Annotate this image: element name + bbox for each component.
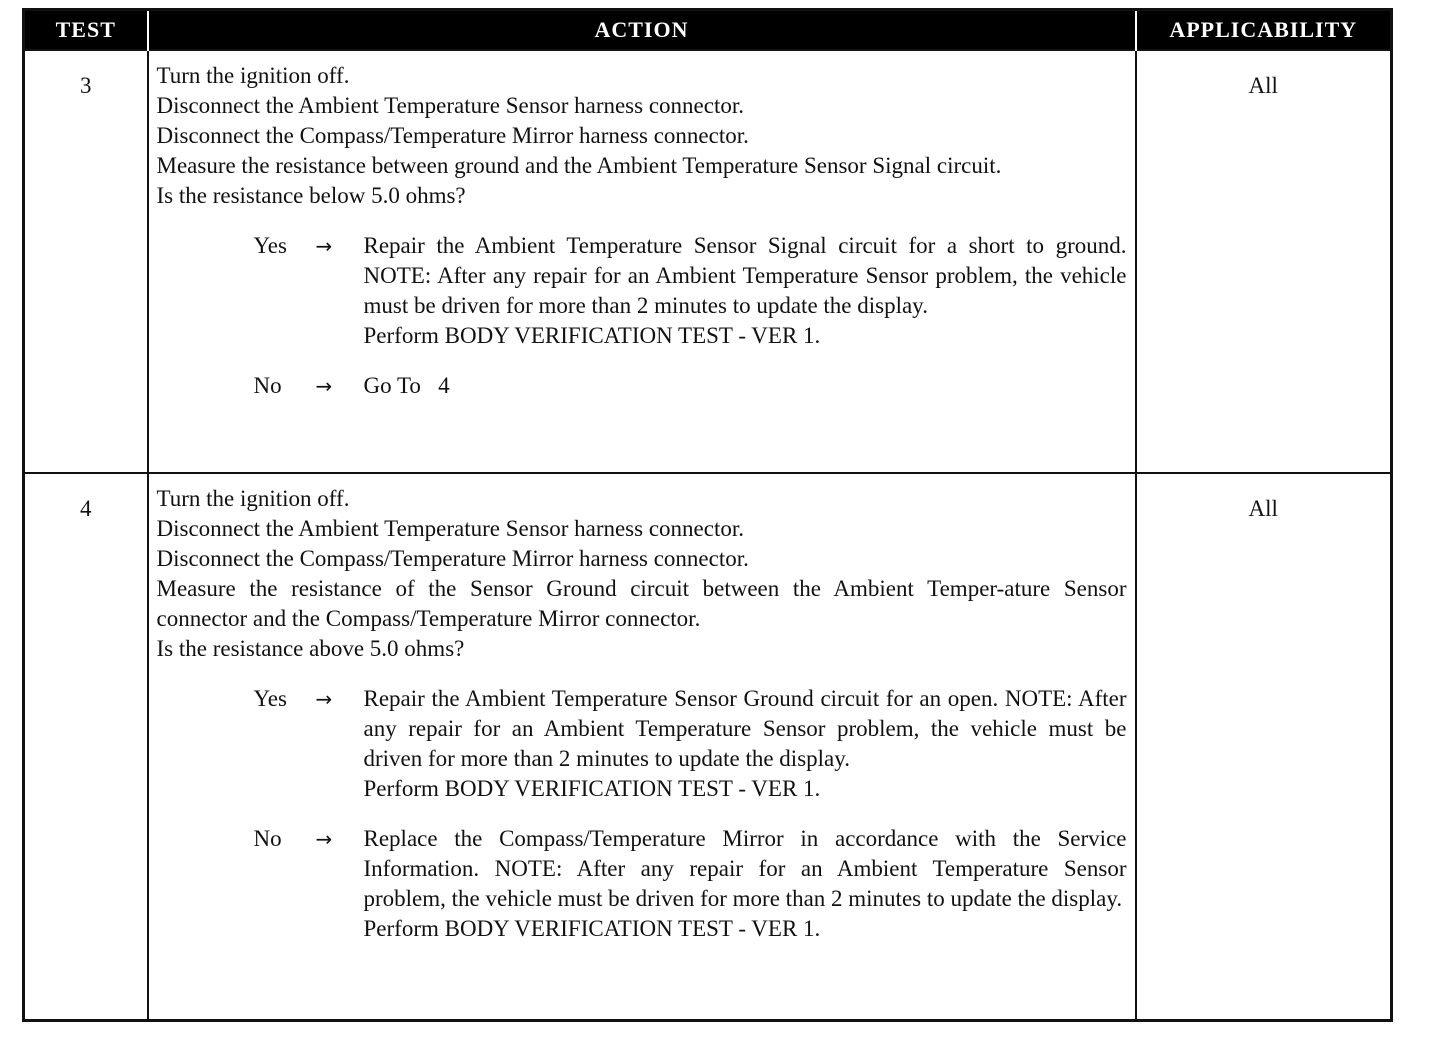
result-no-text: Replace the Compass/Temperature Mirror in accordance with the Service Information. NOTE: After any repair for an Ambient Temperature Sensor problem, the vehicle must be driven for more than 2 minutes to update the display. xyxy=(363,826,1127,911)
answer-yes-label: Yes xyxy=(253,686,287,711)
applicability-cell xyxy=(1136,473,1392,1020)
action-step: Disconnect the Ambient Temperature Sensor harness connector. xyxy=(156,516,744,541)
column-header-action: ACTION xyxy=(148,10,1136,51)
applicability-cell xyxy=(1136,50,1392,473)
action-cell xyxy=(148,473,1136,1020)
answer-no-label: No xyxy=(253,826,282,851)
table-header-row xyxy=(24,10,1392,51)
action-step: Disconnect the Compass/Temperature Mirror harness connector. xyxy=(156,546,749,571)
test-number-cell xyxy=(24,50,148,473)
result-yes xyxy=(254,684,1127,804)
perform-verification-test: Perform BODY VERIFICATION TEST - VER 1. xyxy=(363,916,821,941)
answer-yes-label: Yes xyxy=(253,233,287,258)
result-no xyxy=(254,824,1127,944)
right-arrow-icon: → xyxy=(315,827,333,851)
action-step: Turn the ignition off. xyxy=(156,486,350,511)
diagnostic-test-table xyxy=(22,8,1393,1022)
action-step: Measure the resistance of the Sensor Ground circuit between the Ambient Temper-ature Sensor connector and the Compass/Temperature Mirror connector. xyxy=(156,576,1127,631)
test-number-cell xyxy=(24,473,148,1020)
result-yes-text: Repair the Ambient Temperature Sensor Ground circuit for an open. NOTE: After any repair for an Ambient Temperature Sensor problem, the vehicle must be driven for more than 2 minutes to update the display. xyxy=(363,686,1127,771)
result-yes-text: Repair the Ambient Temperature Sensor Signal circuit for a short to ground. NOTE: After any repair for an Ambient Temperature Sensor problem, the vehicle must be driven for more than 2 minutes to update the display. xyxy=(363,233,1127,318)
result-no xyxy=(254,371,1127,401)
column-header-applicability: APPLICABILITY xyxy=(1136,10,1392,51)
applicability-value: All xyxy=(1248,73,1278,98)
result-no-outcome xyxy=(364,371,1127,401)
right-arrow-icon: → xyxy=(315,374,333,398)
table-row-test-3 xyxy=(24,50,1392,473)
action-question: Is the resistance above 5.0 ohms? xyxy=(156,636,465,661)
action-step: Turn the ignition off. xyxy=(156,63,350,88)
right-arrow-icon: → xyxy=(315,687,333,711)
action-step: Disconnect the Ambient Temperature Sensor harness connector. xyxy=(156,93,744,118)
column-header-test: TEST xyxy=(24,10,148,51)
perform-verification-test: Perform BODY VERIFICATION TEST - VER 1. xyxy=(363,323,821,348)
right-arrow-icon: → xyxy=(315,234,333,258)
applicability-value: All xyxy=(1248,496,1278,521)
action-step: Measure the resistance between ground and the Ambient Temperature Sensor Signal circuit. xyxy=(156,153,1002,178)
action-step: Disconnect the Compass/Temperature Mirror harness connector. xyxy=(156,123,749,148)
answer-no-label: No xyxy=(253,373,282,398)
result-no-outcome xyxy=(364,824,1127,944)
result-yes xyxy=(254,231,1127,351)
result-yes-outcome xyxy=(364,684,1127,804)
test-number: 4 xyxy=(80,496,92,521)
action-question: Is the resistance below 5.0 ohms? xyxy=(156,183,466,208)
action-cell xyxy=(148,50,1136,473)
test-number: 3 xyxy=(80,73,92,98)
result-yes-outcome xyxy=(364,231,1127,351)
result-no-text: Go To 4 xyxy=(363,373,450,398)
table-row-test-4 xyxy=(24,473,1392,1020)
perform-verification-test: Perform BODY VERIFICATION TEST - VER 1. xyxy=(363,776,821,801)
